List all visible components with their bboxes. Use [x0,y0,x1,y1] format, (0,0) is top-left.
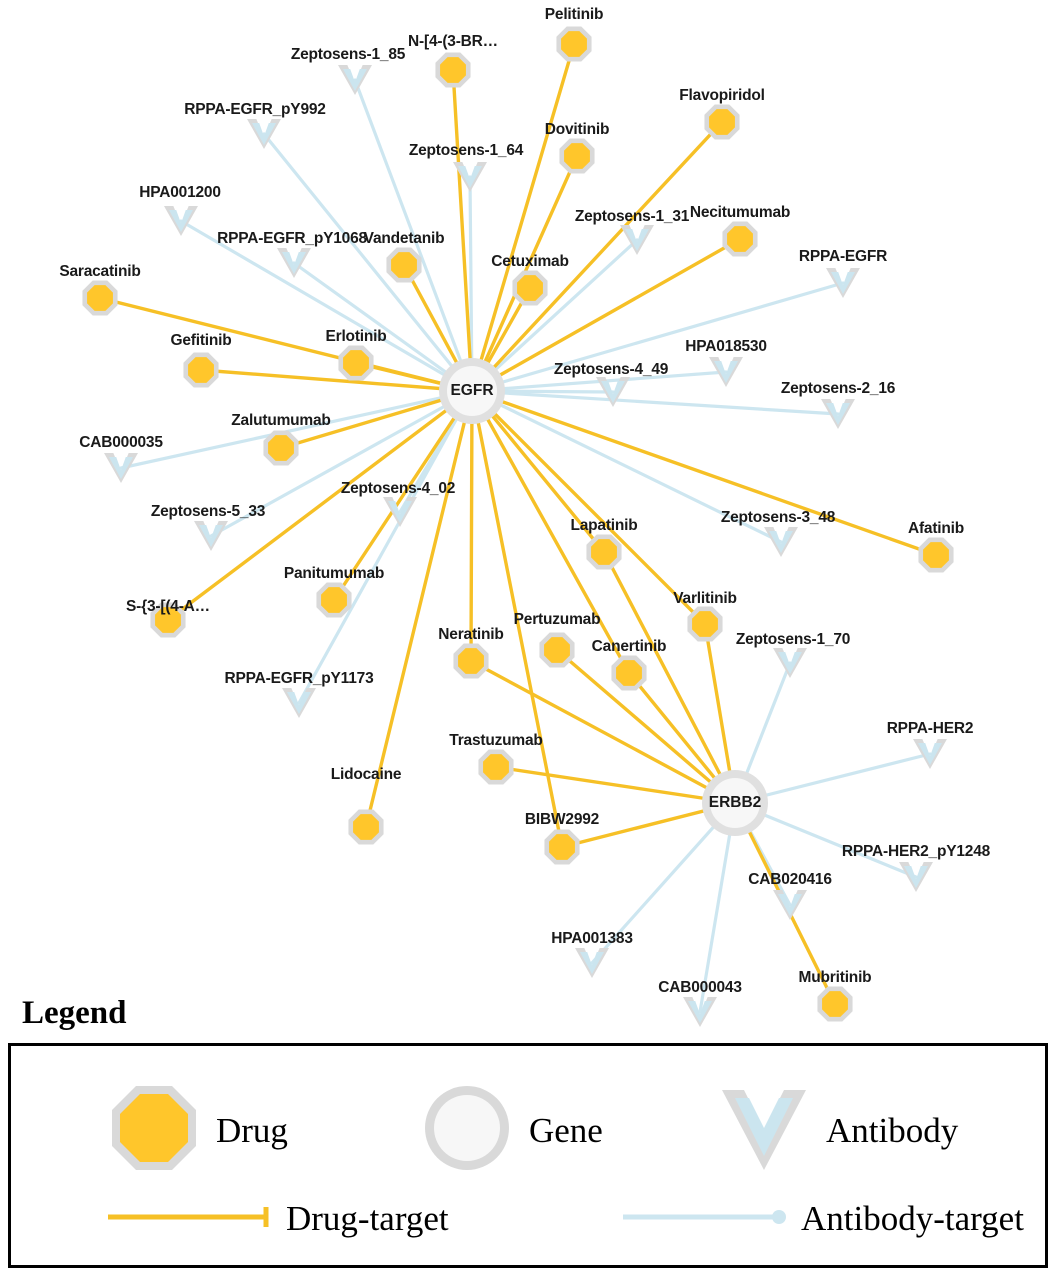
antibody-node-label: CAB020416 [748,871,832,888]
antibody-node-label: RPPA-EGFR_pY992 [184,101,326,118]
drug-target-edge [366,391,472,827]
drug-node-label: Pelitinib [544,6,604,23]
antibody-node-label: Zeptosens-1_64 [408,142,524,159]
drug-target-edge [472,391,705,624]
legend-title: Legend [22,995,127,1031]
drug-node[interactable] [483,754,509,780]
drug-node-label: Saracatinib [59,263,141,280]
drug-node[interactable] [709,109,735,135]
legend-label-antibody-target: Antibody-target [801,1199,1024,1238]
antibody-node-label: HPA001200 [139,184,221,201]
legend-item-antibody-target [621,1199,1024,1239]
antibody-node-label: Zeptosens-4_49 [553,361,669,378]
octagon-icon [106,1080,202,1181]
antibody-node-label: CAB000035 [79,434,163,451]
drug-node[interactable] [87,285,113,311]
legend-edges-row [11,1191,1045,1261]
antibody-node-label: RPPA-EGFR_pY1068 [217,230,367,247]
circle-icon [419,1080,515,1181]
legend-box [8,1043,1048,1268]
drug-node[interactable] [561,31,587,57]
legend-label-gene: Gene [529,1110,603,1150]
antibody-node-label: RPPA-EGFR_pY1173 [224,670,374,687]
drug-node[interactable] [391,252,417,278]
drug-node[interactable] [188,357,214,383]
drug-node[interactable] [822,991,848,1017]
drug-node[interactable] [544,637,570,663]
drug-node[interactable] [549,834,575,860]
drug-target-edge [471,391,472,661]
antibody-node-label: RPPA-HER2_pY1248 [841,843,991,860]
gene-node-label: EGFR [450,382,494,399]
antibody-node-label: HPA018530 [685,338,767,355]
drug-node-label: BIBW2992 [524,811,600,828]
drug-node-label: N-[4-(3-BR… [408,33,498,50]
drug-node-label: Canertinib [591,638,667,655]
drug-node-label: Erlotinib [325,328,387,345]
drug-node-label: Dovitinib [544,121,610,138]
drug-node[interactable] [591,539,617,565]
drug-node-label: Necitumumab [689,204,791,221]
drug-node-label: Pertuzumab [513,611,601,628]
drug-node-label: Trastuzumab [449,732,543,749]
drug-node-label: Lidocaine [330,766,402,783]
legend-label-drug-target: Drug-target [286,1199,449,1238]
drug-node[interactable] [616,660,642,686]
antibody-node-label: Zeptosens-5_33 [150,503,266,520]
drug-node[interactable] [343,350,369,376]
drug-node[interactable] [923,542,949,568]
drug-node[interactable] [440,57,466,83]
legend-shapes-row [11,1068,1045,1178]
drug-node[interactable] [564,143,590,169]
antibody-node-label: HPA001383 [551,930,633,947]
drug-node-label: Neratinib [438,626,504,643]
chevron-icon [716,1080,812,1181]
drug-node[interactable] [517,275,543,301]
antibody-node-label: Zeptosens-1_31 [574,208,690,225]
drug-target-edge-icon [106,1202,276,1237]
antibody-node-label: Zeptosens-4_02 [340,480,456,497]
edges-layer [100,44,936,1012]
drug-node-label: Zalutumumab [231,412,331,429]
drug-node-label: Gefitinib [170,332,232,349]
drug-node-label: Afatinib [907,520,965,537]
antibody-node-label: Zeptosens-1_85 [290,46,406,63]
drug-node-label: Flavopiridol [679,87,765,104]
drug-target-edge [472,44,574,391]
legend-item-gene [419,1080,603,1181]
drug-node[interactable] [321,587,347,613]
drug-node[interactable] [692,611,718,637]
drug-node-label: Panitumumab [283,565,385,582]
legend-item-antibody [716,1080,958,1181]
drug-node[interactable] [268,435,294,461]
drug-node[interactable] [458,648,484,674]
drug-node-label: Lapatinib [570,517,638,534]
drug-node-label: Cetuximab [491,253,569,270]
antibody-node-label: RPPA-EGFR [798,248,888,265]
legend-item-drug [106,1080,288,1181]
antibody-node-label: Zeptosens-2_16 [780,380,896,397]
legend-item-drug-target [106,1199,449,1239]
drug-node-label: Vandetanib [363,230,445,247]
legend-label-drug: Drug [216,1110,288,1150]
drug-node-label: Mubritinib [798,969,872,986]
legend-label-antibody: Antibody [826,1110,959,1150]
antibody-target-edge-icon [621,1202,791,1237]
antibody-node-label: Zeptosens-3_48 [720,509,836,526]
drug-node-label: Varlitinib [673,590,737,607]
drug-node-label: S-{3-[(4-A… [126,598,210,615]
antibody-node-label: RPPA-HER2 [886,720,974,737]
gene-node-label: ERBB2 [708,794,762,811]
drug-node[interactable] [727,226,753,252]
antibody-node-label: CAB000043 [658,979,742,996]
drug-node[interactable] [353,814,379,840]
antibody-node-label: Zeptosens-1_70 [735,631,851,648]
drug-target-edge [472,391,936,555]
